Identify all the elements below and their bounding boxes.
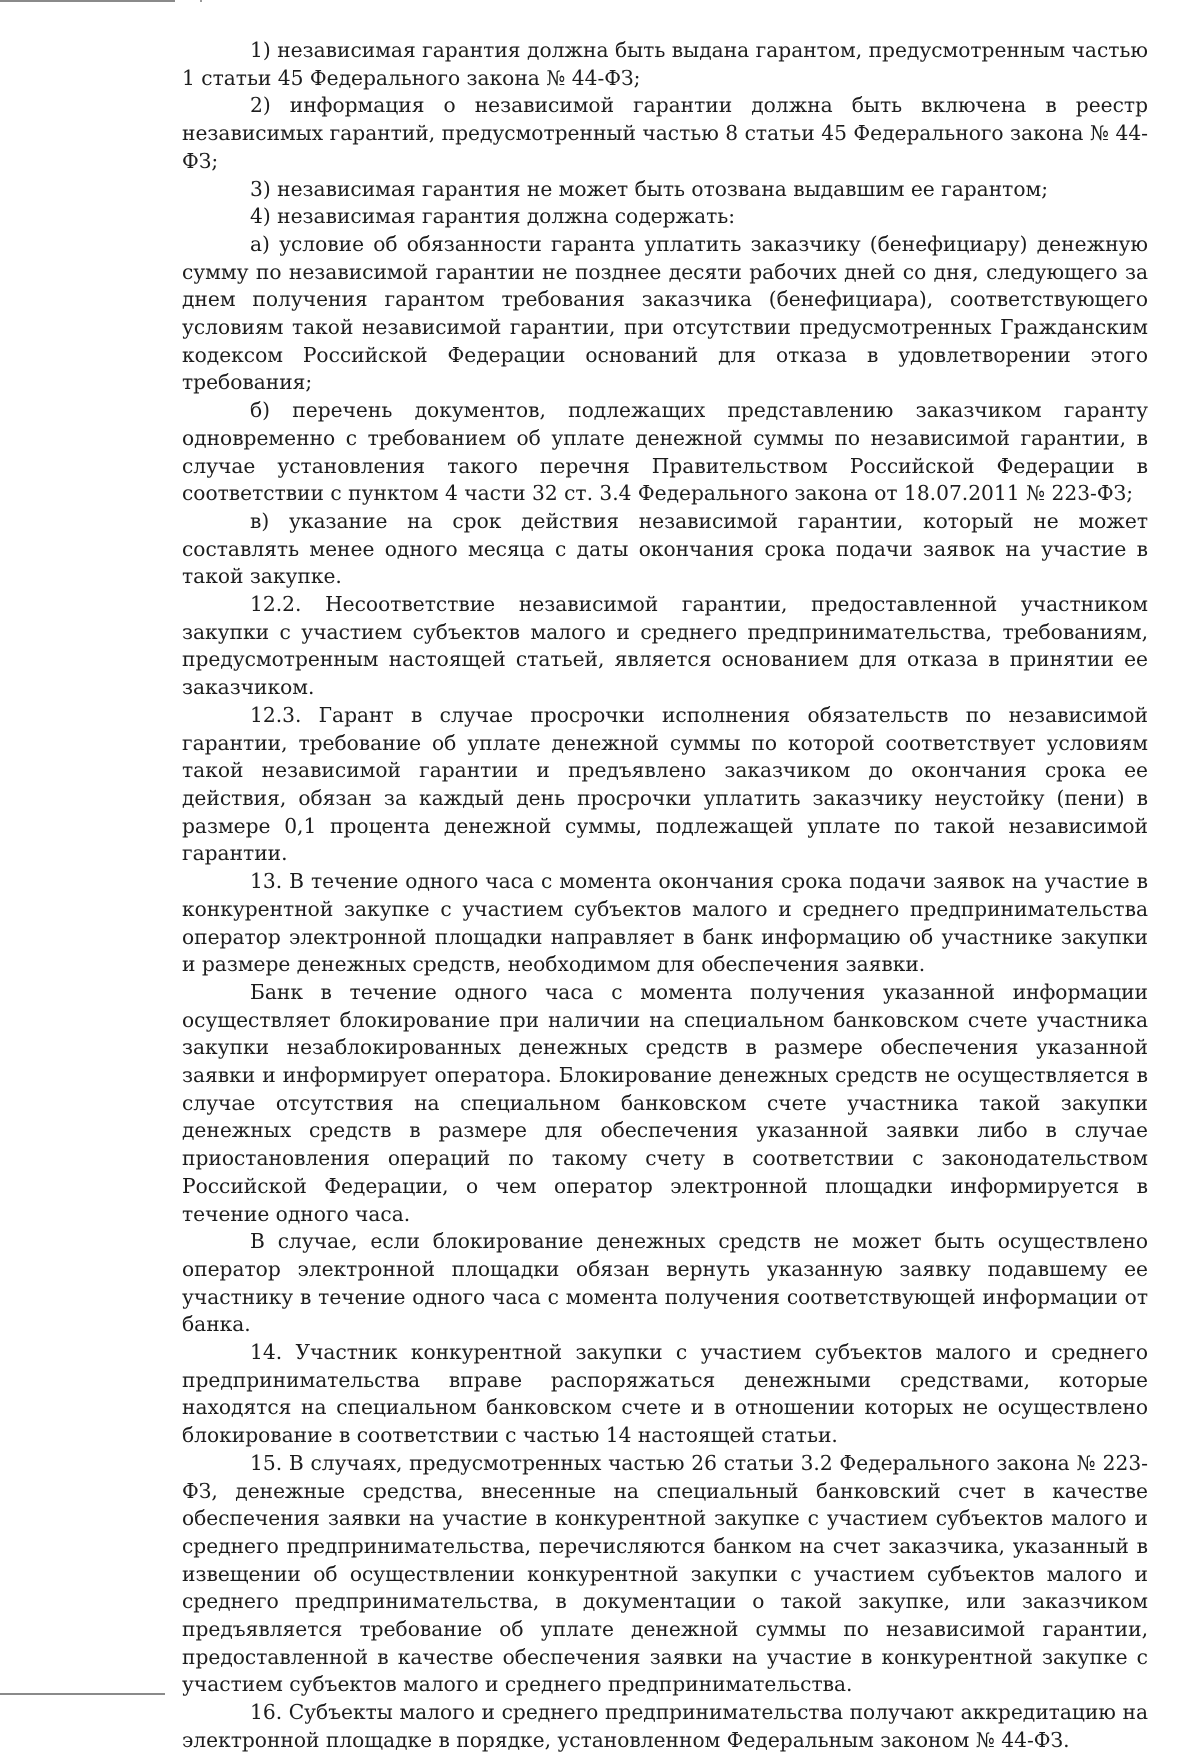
paragraph-14: 14. Участник конкурентной закупки с участием субъектов малого и среднего предпринимательства вправе распоряжаться денежными средствами, которые находятся на специальном банковском счете и в отношении которых не осуществлено блокирование в соответствии с частью 14 настоящей статьи. <box>182 1340 1148 1448</box>
paragraph-12-2: 12.2. Несоответствие независимой гарантии, предоставленной участником закупки с участием субъектов малого и среднего предпринимательства, требованиям, предусмотренным настоящей статьей, является основанием для отказа в принятии ее заказчиком. <box>182 592 1148 700</box>
paragraph-item-3-irrevocable: 3) независимая гарантия не может быть отозвана выдавшим ее гарантом; <box>250 176 1048 201</box>
paragraph-13: 13. В течение одного часа с момента окончания срока подачи заявок на участие в конкурентной закупке с участием субъектов малого и среднего предпринимательства оператор электронной площадки направляет в банк информацию об участнике закупки и размере денежных средств, необходимом для обеспечения заявки. <box>182 869 1148 977</box>
paragraph-item-1-issuer: 1) независимая гарантия должна быть выдана гарантом, предусмотренным частью 1 статьи 45 Федерального закона № 44-ФЗ; <box>182 38 1148 90</box>
paragraph-subitem-b: б) перечень документов, подлежащих представлению заказчиком гаранту одновременно с требованием об уплате денежной суммы по независимой гарантии, в случае установления такого перечня Правительством Российской Федерации в соответствии с пунктом 4 части 32 ст. 3.4 Федерального закона от 18.07.2011 № 223-ФЗ; <box>182 398 1148 506</box>
paragraph-subitem-v: в) указание на срок действия независимой гарантии, который не может составлять менее одного месяца с даты окончания срока подачи заявок на участие в такой закупке. <box>182 508 1148 589</box>
scan-edge-mark-top <box>0 0 175 2</box>
paragraph-16: 16. Субъекты малого и среднего предпринимательства получают аккредитацию на электронной площадке в порядке, установленном Федеральным законом № 44-ФЗ. <box>182 1700 1148 1752</box>
paragraph-13-return: В случае, если блокирование денежных средств не может быть осуществлено оператор электронной площадки обязан вернуть указанную заявку подавшему ее участнику в течение одного часа с момента получения соответствующей информации от банка. <box>182 1229 1148 1337</box>
paragraph-item-2-registry: 2) информация о независимой гарантии должна быть включена в реестр независимых гарантий, предусмотренный частью 8 статьи 45 Федерального закона № 44-ФЗ; <box>182 93 1148 173</box>
document-text-body <box>182 37 1148 1755</box>
paragraph-15: 15. В случаях, предусмотренных частью 26 статьи 3.2 Федерального закона № 223-ФЗ, денежные средства, внесенные на специальный банковский счет в качестве обеспечения заявки на участие в конкурентной закупке с участием субъектов малого и среднего предпринимательства, перечисляются банком на счет заказчика, указанный в извещении об осуществлении конкурентной закупки с участием субъектов малого и среднего предпринимательства, в документации о такой закупке, или заказчиком предъявляется требование об уплате денежной суммы по независимой гарантии, предоставленной в качестве обеспечения заявки на участие в конкурентной закупке с участием субъектов малого и среднего предпринимательства. <box>182 1450 1148 1697</box>
paragraph-item-4-contents: 4) независимая гарантия должна содержать: <box>250 204 736 229</box>
paragraph-12-3: 12.3. Гарант в случае просрочки исполнения обязательств по независимой гарантии, требование об уплате денежной суммы по которой соответствует условиям такой независимой гарантии и предъявлено заказчиком до окончания срока ее действия, обязан за каждый день просрочки уплатить заказчику неустойку (пени) в размере 0,1 процента денежной суммы, подлежащей уплате по такой независимой гарантии. <box>182 702 1148 866</box>
paragraph-13-bank: Банк в течение одного часа с момента получения указанной информации осуществляет блокирование при наличии на специальном банковском счете участника закупки незаблокированных денежных средств в размере обеспечения указанной заявки и информирует оператора. Блокирование денежных средств не осуществляется в случае отсутствия на специальном банковском счете участника такой закупки денежных средств в размере для обеспечения указанной заявки либо в случае приостановления операций по такому счету в соответствии с законодательством Российской Федерации, о чем оператор электронной площадки информируется в течение одного часа. <box>182 979 1148 1226</box>
scan-edge-dot-top <box>200 0 202 2</box>
paragraph-subitem-a: а) условие об обязанности гаранта уплатить заказчику (бенефициару) денежную сумму по независимой гарантии не позднее десяти рабочих дней со дня, следующего за днем получения гарантом требования заказчика (бенефициара), соответствующего условиям такой независимой гарантии, при отсутствии предусмотренных Гражданским кодексом Российской Федерации оснований для отказа в удовлетворении этого требования; <box>182 231 1148 395</box>
